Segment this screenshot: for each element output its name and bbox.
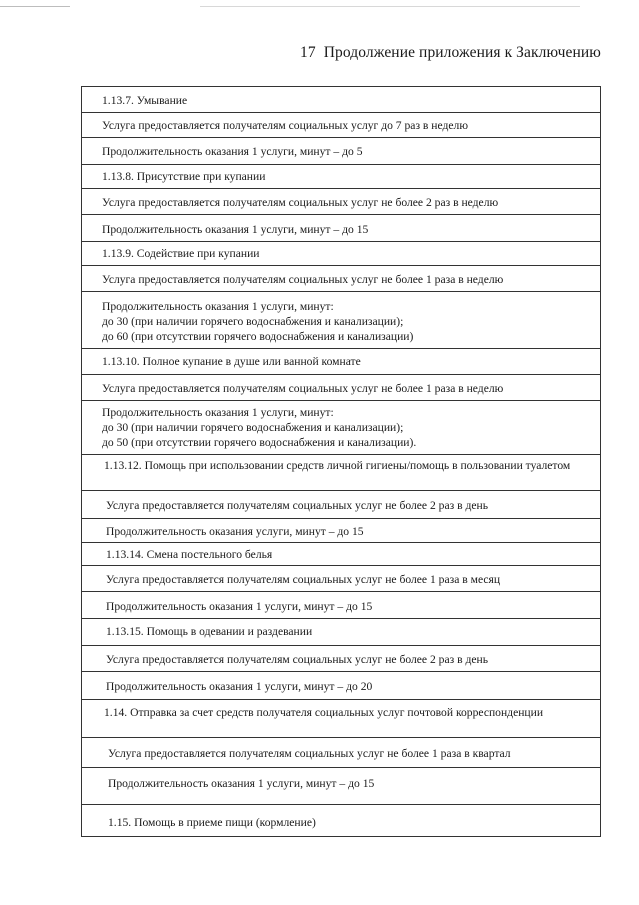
row-text: Услуга предоставляется получателям социальных услуг не более 2 раз в неделю (102, 196, 499, 209)
table-row (82, 768, 600, 805)
table-row (82, 805, 600, 837)
table-row (82, 401, 600, 455)
table-row (82, 138, 600, 165)
row-text: 1.13.15. Помощь в одевании и раздевании (106, 625, 313, 638)
scan-artifact (200, 6, 580, 7)
table-row (82, 646, 600, 672)
services-table (81, 86, 601, 837)
table-row (82, 700, 600, 738)
row-text: Продолжительность оказания 1 услуги, минут – до 15 (102, 223, 369, 236)
table-row (82, 455, 600, 491)
row-text: 1.13.9. Содействие при купании (102, 247, 260, 260)
scan-artifact (0, 6, 70, 7)
table-row (82, 292, 600, 349)
row-text: Услуга предоставляется получателям социальных услуг не более 2 раз в день (106, 499, 488, 512)
row-text: Продолжительность оказания 1 услуги, минут: до 30 (при наличии горячего водоснабжения и канализации); до 60 (при отсутствии горячего водоснабжения и канализации) (102, 300, 414, 343)
table-row (82, 375, 600, 401)
table-row (82, 738, 600, 768)
table-row (82, 672, 600, 700)
row-text: Услуга предоставляется получателям социальных услуг не более 1 раза в неделю (102, 273, 504, 286)
row-text: Продолжительность оказания 1 услуги, минут – до 15 (108, 777, 375, 790)
table-row (82, 242, 600, 266)
table-row (82, 87, 600, 113)
table-row (82, 543, 600, 566)
page-header-title: Продолжение приложения к Заключению (323, 44, 601, 61)
row-text: Продолжительность оказания 1 услуги, минут – до 15 (106, 600, 373, 613)
row-text: Продолжительность оказания 1 услуги, минут: до 30 (при наличии горячего водоснабжения и канализации); до 50 (при отсутствии горячего водоснабжения и канализации). (102, 406, 417, 449)
page-number: 17 (300, 44, 316, 61)
table-row (82, 215, 600, 242)
row-text: Услуга предоставляется получателям социальных услуг до 7 раз в неделю (102, 119, 468, 132)
row-text: 1.13.14. Смена постельного белья (106, 548, 273, 561)
row-text: 1.15. Помощь в приеме пищи (кормление) (108, 816, 316, 829)
row-text: 1.13.7. Умывание (102, 94, 188, 107)
row-text: 1.14. Отправка за счет средств получателя социальных услуг почтовой корреспонденции (104, 706, 544, 719)
row-text: 1.13.8. Присутствие при купании (102, 170, 266, 183)
table-row (82, 592, 600, 619)
row-text: Услуга предоставляется получателям социальных услуг не более 1 раза в квартал (108, 747, 511, 760)
table-row (82, 266, 600, 292)
row-text: Услуга предоставляется получателям социальных услуг не более 1 раза в месяц (106, 573, 501, 586)
table-row (82, 519, 600, 543)
row-text: Продолжительность оказания услуги, минут – до 15 (106, 525, 364, 538)
row-text: 1.13.10. Полное купание в душе или ванной комнате (102, 355, 361, 368)
table-row (82, 491, 600, 519)
table-row (82, 566, 600, 592)
table-row (82, 349, 600, 375)
row-text: 1.13.12. Помощь при использовании средств личной гигиены/помощь в пользовании туалетом (104, 459, 571, 472)
row-text: Услуга предоставляется получателям социальных услуг не более 1 раза в неделю (102, 382, 504, 395)
row-text: Продолжительность оказания 1 услуги, минут – до 20 (106, 680, 373, 693)
table-row (82, 619, 600, 646)
table-row (82, 113, 600, 138)
table-row (82, 189, 600, 215)
page-header (300, 44, 601, 62)
row-text: Продолжительность оказания 1 услуги, минут – до 5 (102, 145, 363, 158)
table-row (82, 165, 600, 189)
row-text: Услуга предоставляется получателям социальных услуг не более 2 раз в день (106, 653, 488, 666)
